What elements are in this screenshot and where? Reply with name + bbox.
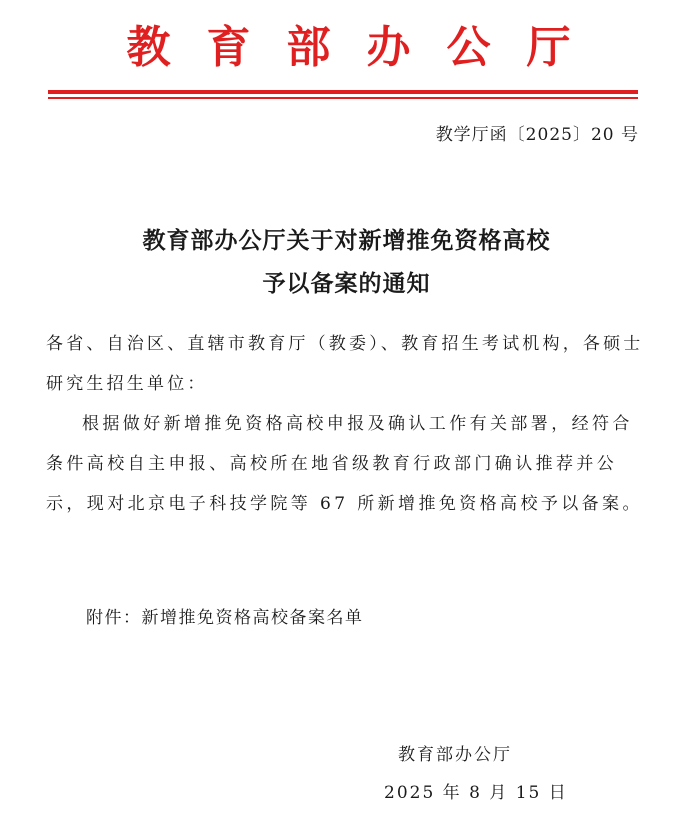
masthead-rule-thick (48, 90, 638, 94)
body-paragraph: 根据做好新增推免资格高校申报及确认工作有关部署，经符合条件高校自主申报、高校所在地省级教育行政部门确认推荐并公示，现对北京电子科技学院等 67 所新增推免资格高校予以备案。 (46, 414, 643, 514)
masthead-rule-thin (48, 97, 638, 99)
document-title-line-1: 教育部办公厅关于对新增推免资格高校 (142, 227, 551, 254)
signature-date: 2025 年 8 月 15 日 (384, 783, 568, 803)
addressee: 各省、自治区、直辖市教育厅（教委）、教育招生考试机构，各硕士研究生招生单位： (46, 334, 644, 394)
signature-org: 教育部办公厅 (398, 745, 512, 765)
document-number: 教学厅函〔2025〕20 号 (435, 125, 639, 145)
attachment-line: 附件：新增推免资格高校备案名单 (86, 608, 364, 628)
document-title-line-2: 予以备案的通知 (262, 270, 431, 297)
masthead-title: 教育部办公厅 (126, 22, 607, 73)
